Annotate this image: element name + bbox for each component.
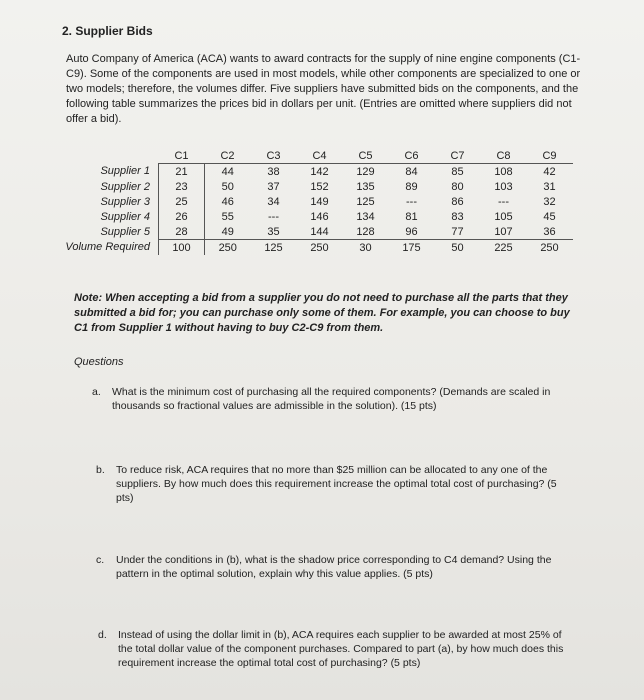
table-cell: 128 [356,225,375,238]
intro-paragraph: Auto Company of America (ACA) wants to award contracts for the supply of nine engine components (C1-C9). Some of the components are used in most models, while other components are specialized to one or two models; therefore, the volumes differ. Five suppliers have submitted bids on the components, and the following table summarizes the prices bid in dollars per unit. (Entries are omitted where suppliers did not offer a bid). [66,53,581,125]
table-cell: 30 [343,240,389,256]
table-cell: 31 [543,180,556,193]
table-cell: 144 [310,225,329,238]
table-row [62,224,573,240]
section-title: 2. Supplier Bids [62,24,153,38]
table-cell: 42 [543,165,556,178]
question-letter: b. [96,464,105,476]
table-cell: 108 [494,165,513,178]
questions-heading: Questions [74,356,124,368]
question-letter: a. [92,386,101,398]
row-label: Supplier 1 [100,165,150,178]
table-cell: 107 [494,225,513,238]
table-cell: 100 [159,240,205,256]
table-cell: 125 [356,195,375,208]
table-cell: 49 [221,225,234,238]
note-paragraph: Note: When accepting a bid from a supplier you do not need to purchase all the parts that they submitted a bid for; you can purchase only some of them. For example, you can choose to buy C1 from Supplier 1 without having to buy C2-C9 from them. [74,292,570,334]
table-cell: 149 [310,195,329,208]
table-cell: 45 [543,210,556,223]
table-header: C5 [343,148,389,164]
table-cell: 152 [310,180,329,193]
table-cell: 84 [405,165,418,178]
question-d [98,628,568,670]
row-label: Supplier 5 [100,225,150,238]
table-row [62,164,573,180]
table-cell: 125 [251,240,297,256]
table-cell: 55 [221,210,234,223]
table-cell: 44 [221,165,234,178]
table-header: C1 [159,148,205,164]
table-cell: 28 [159,224,205,240]
bids-table [62,148,573,255]
table-header: C7 [435,148,481,164]
table-cell: 250 [297,240,343,256]
question-c [96,553,566,581]
table-header: C3 [251,148,297,164]
question-b [96,463,566,505]
table-cell: 135 [356,180,375,193]
table-cell: 77 [451,225,464,238]
row-label: Volume Required [65,241,150,254]
table-cell: 23 [159,179,205,194]
table-corner [62,148,159,164]
table-cell: 36 [543,225,556,238]
table-cell: 96 [405,225,418,238]
table-cell: 225 [481,240,527,256]
table-cell: --- [406,195,417,208]
table-header: C6 [389,148,435,164]
table-cell: 83 [451,210,464,223]
table-cell: 35 [267,225,280,238]
table-cell: 25 [159,194,205,209]
table-cell: 80 [451,180,464,193]
question-letter: c. [96,554,105,566]
table-cell: 129 [356,165,375,178]
row-label: Supplier 4 [100,210,150,223]
table-header: C8 [481,148,527,164]
table-cell: 146 [310,210,329,223]
question-letter: d. [98,629,107,641]
question-text: Under the conditions in (b), what is the shadow price corresponding to C4 demand? Using the pattern in the optimal solution, explain why this value applies. (5 pts) [116,554,552,580]
row-label: Supplier 2 [100,180,150,193]
table-cell: 105 [494,210,513,223]
table-cell: 85 [451,165,464,178]
table-cell: 250 [205,240,251,256]
table-row [62,194,573,209]
table-cell: 32 [543,195,556,208]
question-text: What is the minimum cost of purchasing all the required components? (Demands are scaled in thousands so fractional values are admissible in the solution). (15 pts) [112,386,551,412]
table-cell: 21 [159,164,205,180]
table-cell: --- [268,210,279,223]
table-cell: 50 [435,240,481,256]
table-cell: 86 [451,195,464,208]
table-cell: 142 [310,165,329,178]
table-cell: 34 [267,195,280,208]
table-header: C9 [527,148,573,164]
table-header-row [62,148,573,164]
table-cell: 50 [221,180,234,193]
table-cell: 46 [221,195,234,208]
table-row-volume [62,240,573,256]
table-header: C2 [205,148,251,164]
question-text: Instead of using the dollar limit in (b), ACA requires each supplier to be awarded at most 25% of the total dollar value of the component purchases. Compared to part (a), by how much does this requirement increase the optimal total cost of purchasing? (5 pts) [118,629,564,669]
table-row [62,209,573,224]
table-cell: 26 [159,209,205,224]
table-cell: 134 [356,210,375,223]
table-cell: 89 [405,180,418,193]
question-text: To reduce risk, ACA requires that no more than $25 million can be allocated to any one of the suppliers. By how much does this requirement increase the optimal total cost of purchasing? (5 pts) [116,464,557,504]
row-label: Supplier 3 [100,195,150,208]
table-cell: 175 [389,240,435,256]
question-a [92,385,562,413]
table-cell: 38 [267,165,280,178]
table-header: C4 [297,148,343,164]
table-cell: 81 [405,210,418,223]
table-cell: 103 [494,180,513,193]
table-cell: 37 [267,180,280,193]
table-cell: 250 [527,240,573,256]
table-cell: --- [498,195,509,208]
table-row [62,179,573,194]
